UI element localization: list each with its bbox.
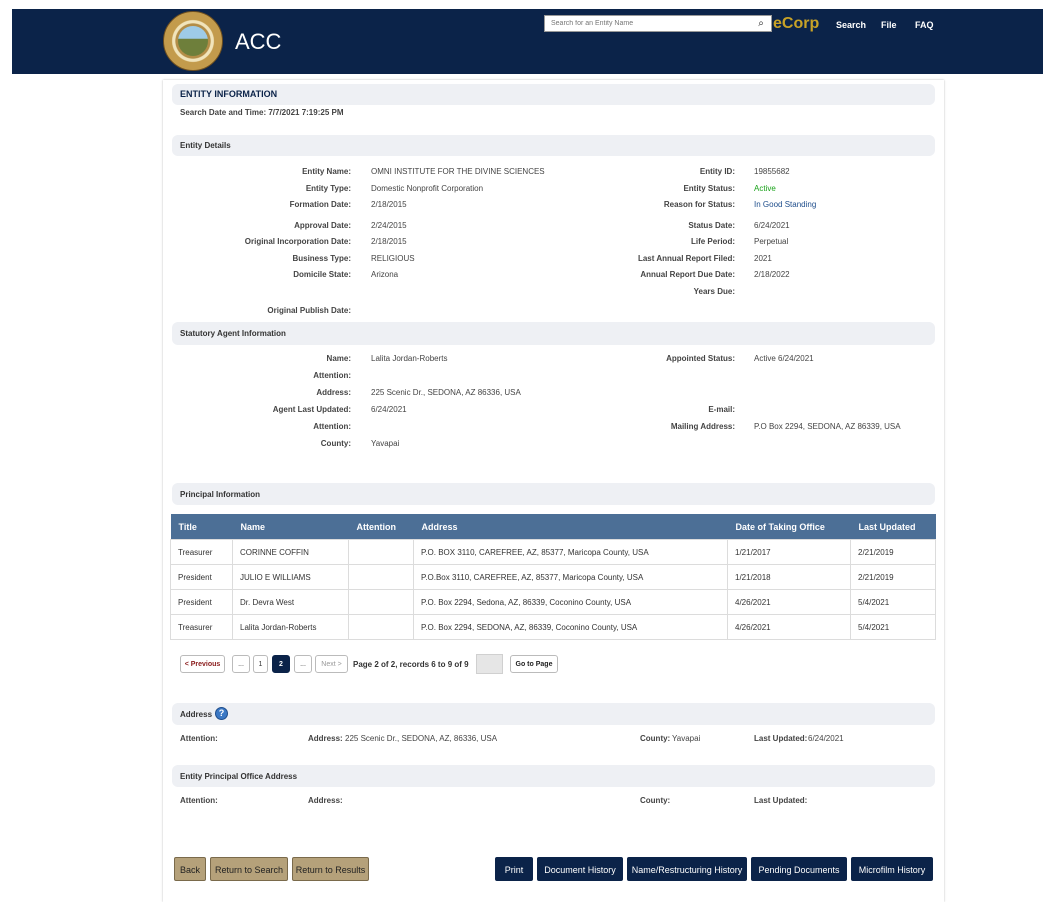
- entity-status-value: Active: [754, 184, 776, 193]
- address-bar: [172, 703, 935, 725]
- previous-page-button[interactable]: < Previous: [180, 655, 225, 673]
- address-attention-label: Attention:: [180, 734, 218, 743]
- column-header-name[interactable]: Name: [233, 514, 349, 540]
- reason-for-status-label: Reason for Status:: [663, 200, 735, 209]
- cell-address: P.O. Box 2294, SEDONA, AZ, 86339, Coconino County, USA: [414, 615, 728, 640]
- address-value: 225 Scenic Dr., SEDONA, AZ, 86336, USA: [345, 734, 498, 743]
- address-heading: Address: [180, 710, 213, 719]
- domicile-state-value: Arizona: [371, 270, 399, 279]
- formation-date-value: 2/18/2015: [371, 200, 407, 209]
- cell-date-taking-office: 1/21/2018: [728, 565, 851, 590]
- entity-search-box: [544, 15, 772, 32]
- office-county-label: County:: [640, 796, 671, 805]
- cell-title: President: [171, 565, 233, 590]
- cell-address: P.O.Box 3110, CAREFREE, AZ, 85377, Maricopa County, USA: [414, 565, 728, 590]
- column-header-last-updated[interactable]: Last Updated: [851, 514, 936, 540]
- entity-name-value: OMNI INSTITUTE FOR THE DIVINE SCIENCES: [371, 167, 545, 176]
- principal-table-header: [171, 514, 936, 540]
- cell-name: Dr. Devra West: [233, 590, 349, 615]
- search-datetime: Search Date and Time: 7/7/2021 7:19:25 PM: [180, 108, 344, 117]
- agent-county-label: County:: [320, 439, 351, 448]
- reason-for-status-value: In Good Standing: [754, 200, 817, 209]
- address-last-updated-value: 6/24/2021: [808, 734, 844, 743]
- appointed-status-label: Appointed Status:: [666, 354, 735, 363]
- page-1-button[interactable]: 1: [253, 655, 268, 673]
- app-title[interactable]: ACC: [235, 29, 282, 54]
- appointed-status-value: Active 6/24/2021: [754, 354, 814, 363]
- cell-last-updated: 2/21/2019: [851, 565, 936, 590]
- document-history-button[interactable]: Document History: [537, 857, 623, 881]
- agent-name-label: Name:: [326, 354, 351, 363]
- name-restructuring-history-button[interactable]: Name/Restructuring History: [627, 857, 747, 881]
- domicile-state-label: Domicile State:: [293, 270, 351, 279]
- annual-report-due-label: Annual Report Due Date:: [640, 270, 735, 279]
- statutory-agent-bar: [172, 322, 935, 345]
- address-label: Address:: [308, 734, 343, 743]
- principal-information-heading: Principal Information: [180, 490, 261, 499]
- formation-date-label: Formation Date:: [289, 200, 351, 209]
- agent-address-label: Address:: [316, 388, 351, 397]
- mailing-address-value: P.O Box 2294, SEDONA, AZ 86339, USA: [754, 422, 901, 431]
- go-to-page-input[interactable]: [476, 654, 503, 674]
- help-icon[interactable]: ?: [215, 707, 228, 720]
- status-date-label: Status Date:: [688, 221, 735, 230]
- original-incorporation-date-label: Original Incorporation Date:: [244, 237, 351, 246]
- cell-address: P.O. BOX 3110, CAREFREE, AZ, 85377, Maricopa County, USA: [414, 540, 728, 565]
- print-button[interactable]: Print: [495, 857, 533, 881]
- pagination-ellipsis-right[interactable]: ...: [294, 655, 312, 673]
- last-annual-report-value: 2021: [754, 254, 772, 263]
- original-publish-date-label: Original Publish Date:: [267, 306, 351, 315]
- column-header-attention[interactable]: Attention: [349, 514, 414, 540]
- entity-type-value: Domestic Nonprofit Corporation: [371, 184, 484, 193]
- address-county-value: Yavapai: [672, 734, 701, 743]
- acc-seal-logo[interactable]: [163, 11, 223, 71]
- original-incorporation-date-value: 2/18/2015: [371, 237, 407, 246]
- statutory-agent-heading: Statutory Agent Information: [180, 329, 286, 338]
- entity-status-label: Entity Status:: [683, 184, 735, 193]
- cell-date-taking-office: 4/26/2021: [728, 590, 851, 615]
- address-county-label: County:: [640, 734, 671, 743]
- back-button[interactable]: Back: [174, 857, 206, 881]
- cell-name: Lalita Jordan-Roberts: [233, 615, 349, 640]
- mailing-address-label: Mailing Address:: [670, 422, 735, 431]
- business-type-value: RELIGIOUS: [371, 254, 415, 263]
- cell-title: Treasurer: [171, 540, 233, 565]
- agent-attention-2-label: Attention:: [313, 422, 351, 431]
- cell-last-updated: 2/21/2019: [851, 540, 936, 565]
- cell-title: President: [171, 590, 233, 615]
- agent-last-updated-label: Agent Last Updated:: [272, 405, 351, 414]
- principal-table: [170, 514, 936, 640]
- cell-attention: [349, 590, 414, 615]
- address-last-updated-label: Last Updated:: [754, 734, 808, 743]
- ecorp-brand[interactable]: eCorp: [773, 15, 820, 32]
- search-icon[interactable]: ⌕: [758, 18, 764, 29]
- agent-attention-label: Attention:: [313, 371, 351, 380]
- page-title: ENTITY INFORMATION: [180, 89, 278, 99]
- agent-last-updated-value: 6/24/2021: [371, 405, 407, 414]
- seal-landscape-icon: [178, 26, 208, 56]
- cell-name: JULIO E WILLIAMS: [233, 565, 349, 590]
- entity-details-heading: Entity Details: [180, 141, 231, 150]
- life-period-value: Perpetual: [754, 237, 789, 246]
- agent-county-value: Yavapai: [371, 439, 400, 448]
- cell-date-taking-office: 4/26/2021: [728, 615, 851, 640]
- cell-name: CORINNE COFFIN: [233, 540, 349, 565]
- return-to-results-button[interactable]: Return to Results: [292, 857, 369, 881]
- pagination-ellipsis-left[interactable]: ...: [232, 655, 250, 673]
- return-to-search-button[interactable]: Return to Search: [210, 857, 288, 881]
- entity-information-bar: [172, 84, 935, 105]
- entity-details-bar: [172, 135, 935, 156]
- cell-last-updated: 5/4/2021: [851, 590, 936, 615]
- cell-attention: [349, 540, 414, 565]
- table-row: [171, 565, 936, 590]
- microfilm-history-button[interactable]: Microfilm History: [851, 857, 933, 881]
- next-page-button[interactable]: Next >: [315, 655, 348, 673]
- nav-file-link[interactable]: File: [881, 20, 897, 30]
- cell-date-taking-office: 1/21/2017: [728, 540, 851, 565]
- principal-office-bar: [172, 765, 935, 787]
- office-attention-label: Attention:: [180, 796, 218, 805]
- approval-date-value: 2/24/2015: [371, 221, 407, 230]
- life-period-label: Life Period:: [690, 237, 735, 246]
- principal-office-heading: Entity Principal Office Address: [180, 772, 298, 781]
- status-date-value: 6/24/2021: [754, 221, 790, 230]
- principal-information-bar: [172, 483, 935, 505]
- entity-id-label: Entity ID:: [699, 167, 735, 176]
- page-2-button[interactable]: 2: [272, 655, 290, 673]
- agent-name-value: Lalita Jordan-Roberts: [371, 354, 448, 363]
- column-header-title[interactable]: Title: [171, 514, 233, 540]
- cell-last-updated: 5/4/2021: [851, 615, 936, 640]
- pagination-summary: Page 2 of 2, records 6 to 9 of 9: [353, 660, 469, 669]
- entity-id-value: 19855682: [754, 167, 790, 176]
- cell-address: P.O. Box 2294, Sedona, AZ, 86339, Coconino County, USA: [414, 590, 728, 615]
- cell-title: Treasurer: [171, 615, 233, 640]
- entity-type-label: Entity Type:: [305, 184, 351, 193]
- column-header-date-taking-office[interactable]: Date of Taking Office: [728, 514, 851, 540]
- business-type-label: Business Type:: [292, 254, 351, 263]
- entity-search-input[interactable]: [545, 16, 762, 31]
- entity-name-label: Entity Name:: [302, 167, 351, 176]
- agent-email-label: E-mail:: [708, 405, 735, 414]
- annual-report-due-value: 2/18/2022: [754, 270, 790, 279]
- nav-faq-link[interactable]: FAQ: [915, 20, 934, 30]
- table-row: [171, 615, 936, 640]
- office-last-updated-label: Last Updated:: [754, 796, 808, 805]
- agent-address-value: 225 Scenic Dr., SEDONA, AZ 86336, USA: [371, 388, 521, 397]
- nav-search-link[interactable]: Search: [836, 20, 867, 30]
- years-due-label: Years Due:: [693, 287, 735, 296]
- table-row: [171, 590, 936, 615]
- cell-attention: [349, 565, 414, 590]
- approval-date-label: Approval Date:: [294, 221, 351, 230]
- go-to-page-button[interactable]: Go to Page: [510, 655, 558, 673]
- table-row: [171, 540, 936, 565]
- column-header-address[interactable]: Address: [414, 514, 728, 540]
- last-annual-report-label: Last Annual Report Filed:: [637, 254, 735, 263]
- pending-documents-button[interactable]: Pending Documents: [751, 857, 847, 881]
- office-address-label: Address:: [308, 796, 343, 805]
- cell-attention: [349, 615, 414, 640]
